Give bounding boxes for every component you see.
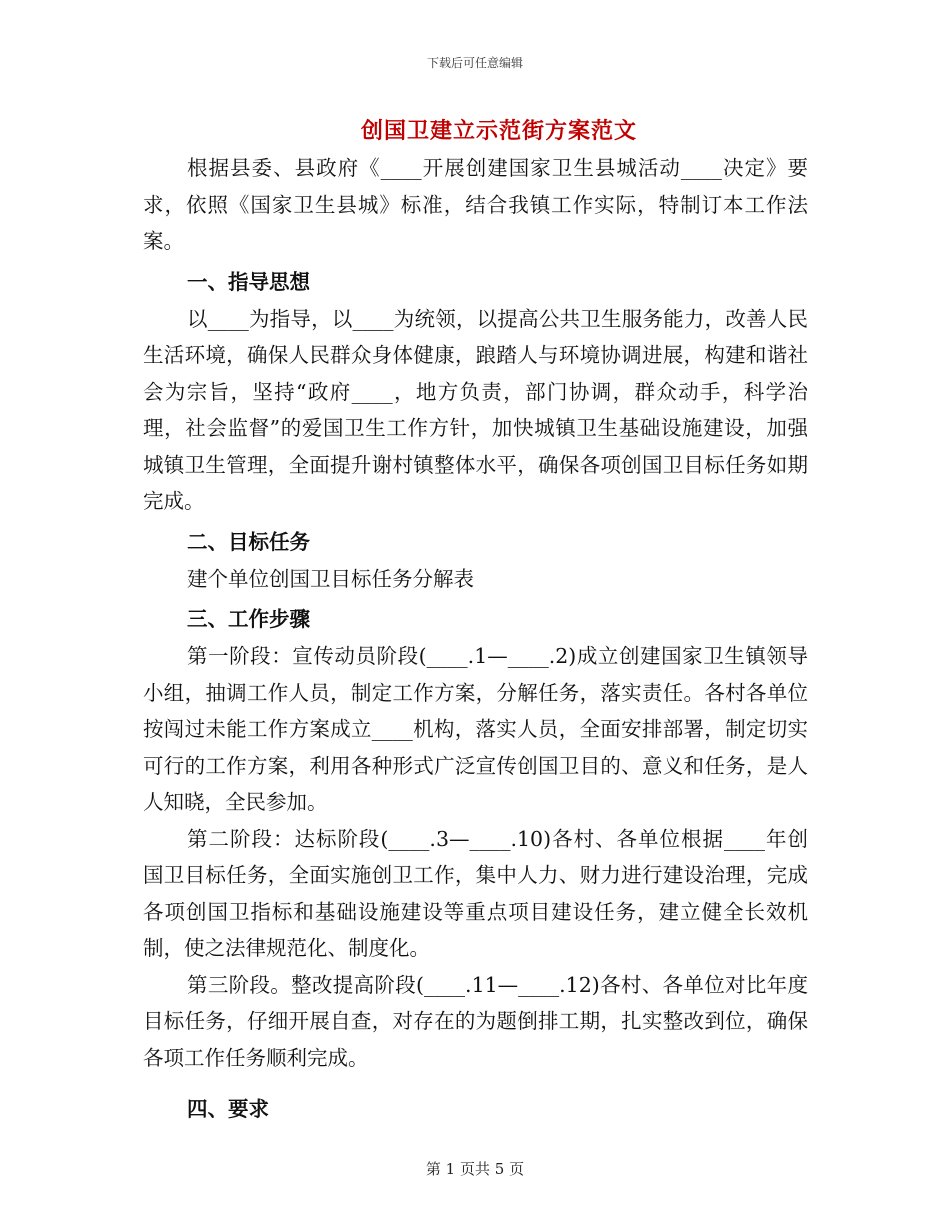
document-title: 创国卫建立示范街方案范文 (360, 118, 637, 144)
document-body (143, 150, 808, 1128)
intro-paragraph: 根据县委、县政府《____开展创建国家卫生县城活动____决定》要求，依照《国家卫生县城》标准，结合我镇工作实际，特制订本工作法案。 (143, 156, 808, 253)
stage-one-paragraph: 第一阶段：宣传动员阶段(____.1—____.2)成立创建国家卫生镇领导小组，抽调工作人员，制定工作方案，分解任务，落实责任。各村各单位按闯过未能工作方案成立____机构，落实人员，全面安排部署，制定切实可行的工作方案，利用各种形式广泛宣传创国卫目的、意义和任务，是人人知晓，全民参加。 (143, 644, 808, 814)
section-heading-targets: 二、目标任务 (187, 529, 310, 554)
section-heading-work-steps: 三、工作步骤 (187, 607, 310, 631)
header-note: 下载后可任意编辑 (426, 56, 523, 70)
section-heading-guiding-ideology: 一、指导思想 (187, 269, 310, 294)
guiding-ideology-paragraph: 以____为指导，以____为统领，以提高公共卫生服务能力，改善人民生活环境，确保人民群众身体健康，踉踏人与环境协调进展，构建和谐社会为宗旨，坚持“政府____，地方负责，部门协调，群众动手，科学治理，社会监督”的爱国卫生工作方针，加快城镇卫生基础设施建设，加强城镇卫生管理，全面提升谢村镇整体水平，确保各项创国卫目标任务如期完成。 (143, 306, 808, 513)
targets-paragraph: 建个单位创国卫目标任务分解表 (187, 566, 474, 591)
page-number-footer: 第 1 页共 5 页 (425, 1160, 525, 1178)
stage-three-paragraph: 第三阶段。整改提高阶段(____.11—____.12)各村、各单位对比年度目标任务，仔细开展自查，对存在的为题倒排工期，扎实整改到位，确保各项工作任务顺利完成。 (143, 972, 808, 1070)
section-heading-requirements: 四、要求 (187, 1097, 269, 1121)
stage-two-paragraph: 第二阶段：达标阶段(____.3—____.10)各村、各单位根据____年创国卫目标任务，全面实施创卫工作，集中人力、财力进行建设治理，完成各项创国卫指标和基础设施建设等重点项目建设任务，建立健全长效机制，使之法律规范化、制度化。 (143, 826, 808, 960)
